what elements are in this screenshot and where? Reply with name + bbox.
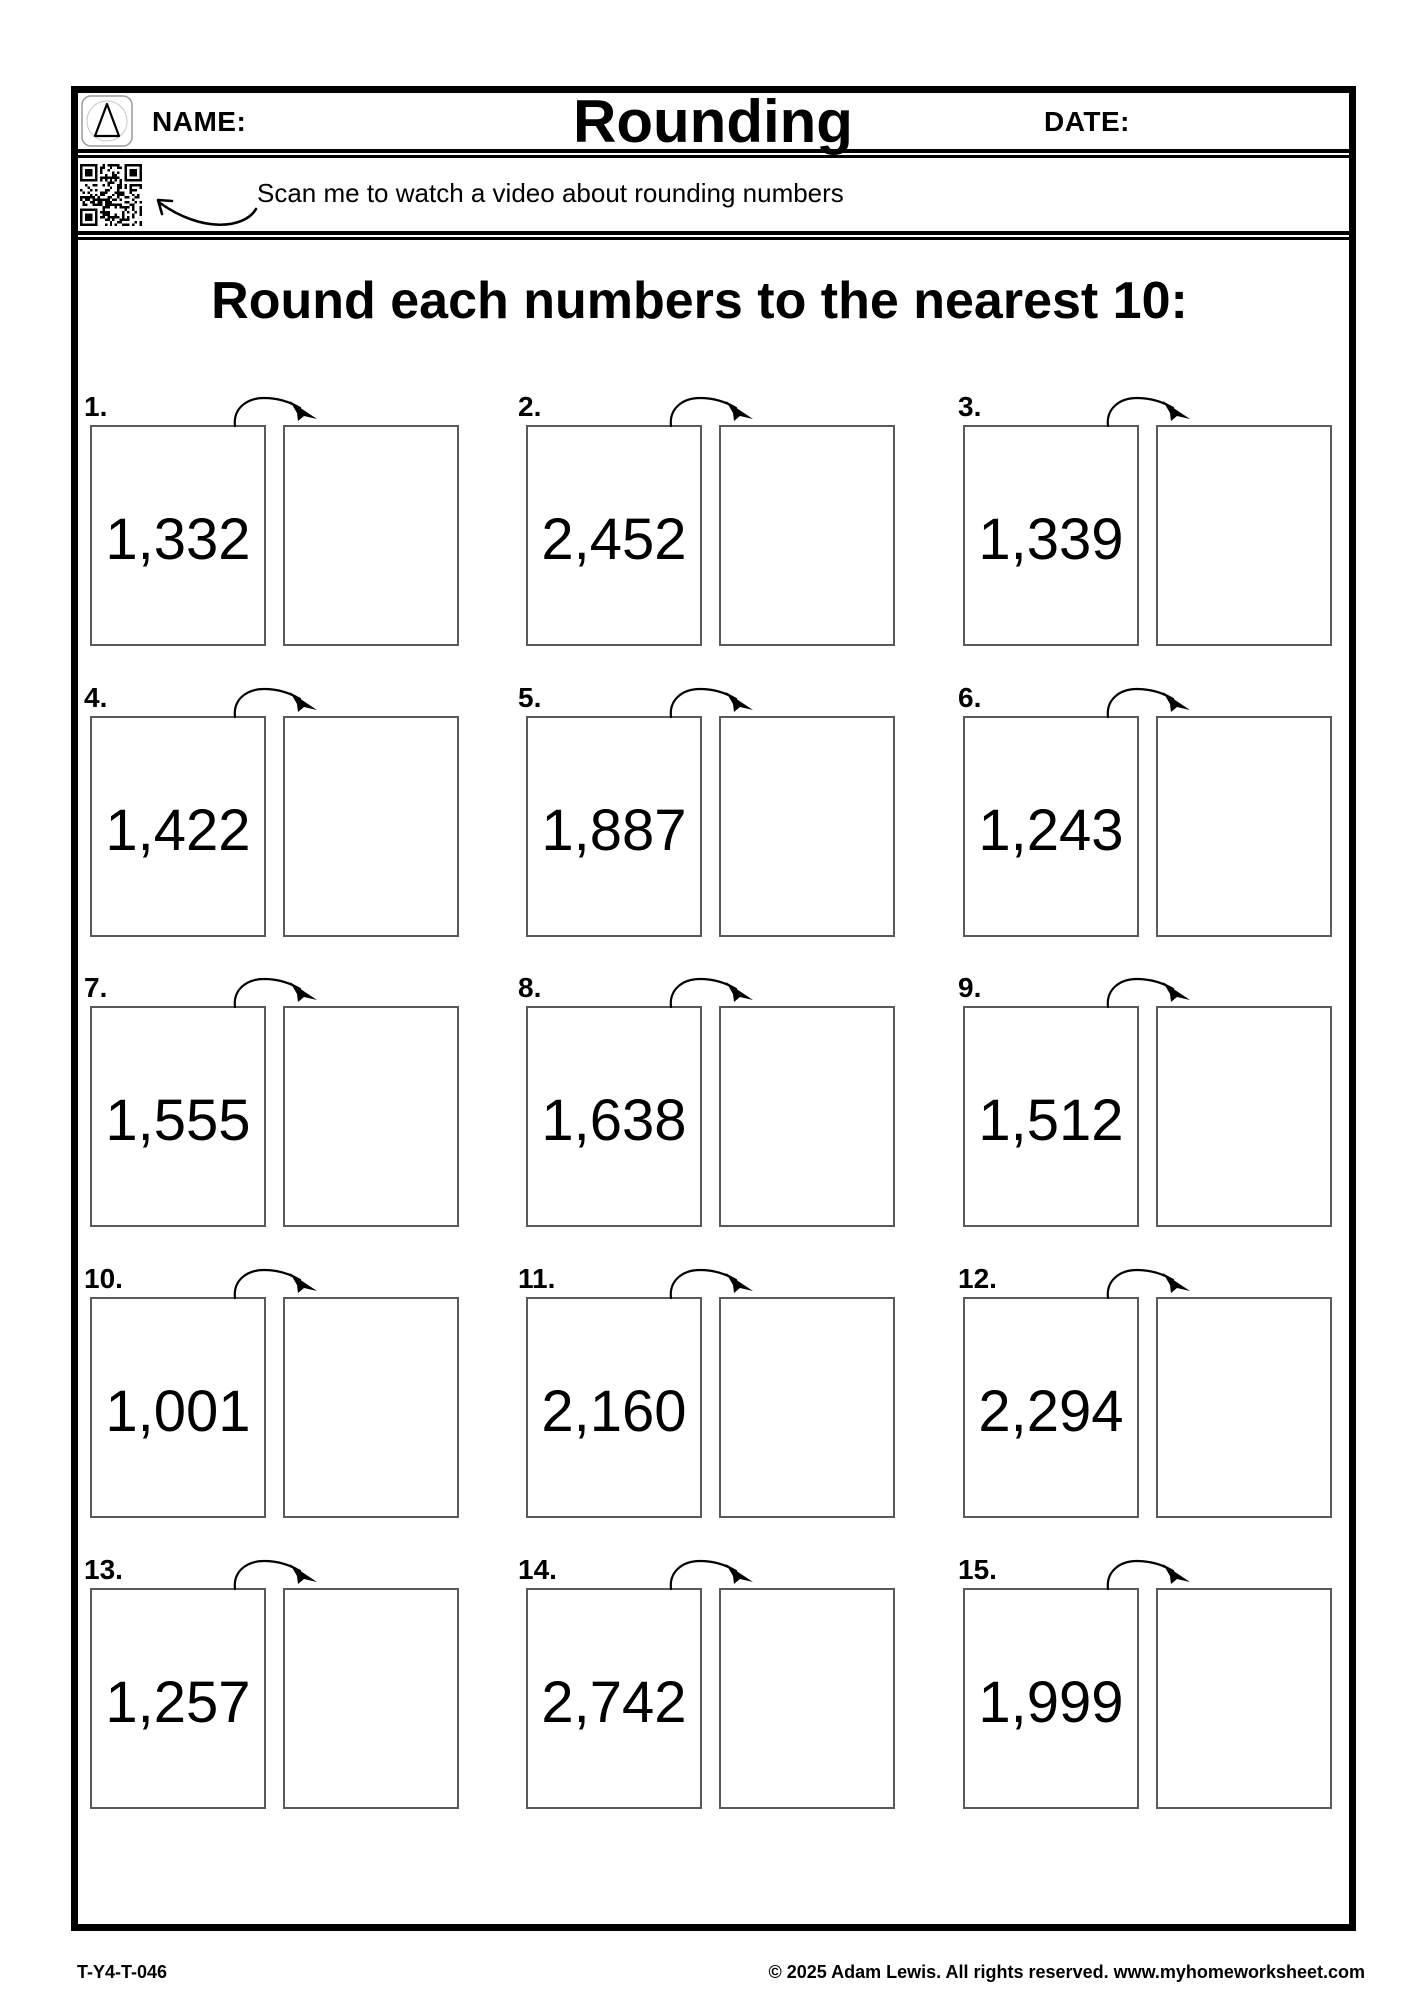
number-to-round: 2,160: [541, 1379, 687, 1444]
name-field[interactable]: [262, 100, 552, 144]
question-number: 4.: [84, 682, 108, 713]
curved-arrow-icon: [220, 387, 320, 429]
number-box: [90, 425, 266, 646]
number-to-round: 1,339: [978, 507, 1124, 572]
name-label: NAME:: [152, 106, 247, 137]
number-to-round: 2,742: [541, 1670, 687, 1735]
curved-arrow-icon: [1093, 678, 1193, 720]
question-number: 9.: [958, 972, 982, 1003]
number-box: [526, 1297, 702, 1518]
number-to-round: 1,332: [105, 507, 251, 572]
question-item: [84, 1264, 459, 1518]
arrow-head: [290, 1273, 317, 1293]
question-number: 3.: [958, 391, 982, 422]
answer-box[interactable]: [719, 1006, 895, 1227]
question-item: [958, 392, 1332, 646]
number-to-round: 1,257: [105, 1670, 251, 1735]
copyright-notice: © 2025 Adam Lewis. All rights reserved. www.myhomeworksheet.com: [768, 1962, 1365, 1982]
question-number: 8.: [518, 972, 542, 1003]
page-title: Rounding: [573, 88, 853, 155]
curved-arrow-icon: [1093, 1259, 1193, 1301]
date-field[interactable]: [1140, 100, 1330, 144]
answer-box[interactable]: [283, 716, 459, 937]
question-item: [518, 392, 895, 646]
question-item: [518, 973, 895, 1227]
arrow-curve: [671, 398, 736, 426]
arrow-head: [726, 1564, 753, 1584]
arrow-curve: [1108, 1270, 1173, 1298]
arrow-head: [1163, 982, 1190, 1002]
answer-box[interactable]: [719, 425, 895, 646]
arrow-head: [1163, 401, 1190, 421]
arrow-head: [726, 1273, 753, 1293]
arrow-curve: [671, 1270, 736, 1298]
answer-box[interactable]: [283, 425, 459, 646]
question-item: [518, 1264, 895, 1518]
curved-arrow-icon: [656, 1259, 756, 1301]
number-box: [963, 425, 1139, 646]
curved-arrow-icon: [220, 968, 320, 1010]
question-item: [958, 1264, 1332, 1518]
question-number: 7.: [84, 972, 108, 1003]
question-item: [518, 683, 895, 937]
number-to-round: 1,999: [978, 1670, 1124, 1735]
curved-arrow-icon: [656, 968, 756, 1010]
number-to-round: 1,001: [105, 1379, 251, 1444]
number-box: [963, 1297, 1139, 1518]
question-item: [84, 392, 459, 646]
arrow-curve: [235, 1270, 300, 1298]
arrow-curve: [671, 689, 736, 717]
question-number: 13.: [84, 1554, 123, 1585]
answer-box[interactable]: [719, 1588, 895, 1809]
arrow-curve: [671, 979, 736, 1007]
answer-box[interactable]: [719, 1297, 895, 1518]
arrow-curve: [1108, 398, 1173, 426]
arrow-head: [1163, 1273, 1190, 1293]
number-box: [90, 716, 266, 937]
question-number: 14.: [518, 1554, 557, 1585]
curved-arrow-icon: [220, 1259, 320, 1301]
number-box: [90, 1006, 266, 1227]
answer-box[interactable]: [283, 1588, 459, 1809]
arrow-head: [290, 982, 317, 1002]
curved-arrow-icon: [140, 185, 270, 235]
number-box: [963, 716, 1139, 937]
curved-arrow-icon: [656, 678, 756, 720]
number-to-round: 1,422: [105, 798, 251, 863]
arrow-curve: [1108, 689, 1173, 717]
curved-arrow-icon: [220, 1550, 320, 1592]
question-item: [958, 683, 1332, 937]
arrow-head: [290, 692, 317, 712]
arrow-head: [726, 692, 753, 712]
question-item: [84, 973, 459, 1227]
arrow-head: [290, 401, 317, 421]
arrow-curve: [1108, 979, 1173, 1007]
answer-box[interactable]: [1156, 1297, 1332, 1518]
question-number: 15.: [958, 1554, 997, 1585]
curved-arrow-icon: [1093, 1550, 1193, 1592]
curved-arrow-icon: [1093, 968, 1193, 1010]
number-to-round: 1,243: [978, 798, 1124, 863]
question-number: 1.: [84, 391, 108, 422]
answer-box[interactable]: [1156, 1588, 1332, 1809]
number-box: [526, 425, 702, 646]
arrow-head: [1163, 692, 1190, 712]
number-box: [526, 716, 702, 937]
number-box: [526, 1588, 702, 1809]
curved-arrow-icon: [1093, 387, 1193, 429]
date-label: DATE:: [1044, 106, 1130, 137]
question-item: [958, 973, 1332, 1227]
arrow-curve: [671, 1561, 736, 1589]
curved-arrow-icon: [220, 678, 320, 720]
number-to-round: 1,887: [541, 798, 687, 863]
arrow-curve: [235, 689, 300, 717]
number-to-round: 1,638: [541, 1088, 687, 1153]
question-number: 12.: [958, 1263, 997, 1294]
answer-box[interactable]: [1156, 425, 1332, 646]
number-to-round: 2,294: [978, 1379, 1124, 1444]
qr-code-icon: [80, 164, 142, 226]
question-item: [518, 1555, 895, 1809]
arrow-head: [1163, 1564, 1190, 1584]
arrow-curve: [235, 1561, 300, 1589]
number-box: [526, 1006, 702, 1227]
question-number: 5.: [518, 682, 542, 713]
arrow-head: [290, 1564, 317, 1584]
number-to-round: 1,555: [105, 1088, 251, 1153]
curved-arrow-icon: [656, 387, 756, 429]
answer-box[interactable]: [1156, 716, 1332, 937]
answer-box[interactable]: [719, 716, 895, 937]
answer-box[interactable]: [283, 1006, 459, 1227]
curved-arrow-icon: [656, 1550, 756, 1592]
scan-instruction-text: Scan me to watch a video about rounding numbers: [257, 178, 844, 208]
number-to-round: 1,512: [978, 1088, 1124, 1153]
arrow-curve: [1108, 1561, 1173, 1589]
question-item: [84, 683, 459, 937]
number-box: [963, 1006, 1139, 1227]
arrow-curve: [160, 203, 256, 225]
arrow-curve: [235, 979, 300, 1007]
question-number: 6.: [958, 682, 982, 713]
arrow-curve: [235, 398, 300, 426]
question-number: 2.: [518, 391, 542, 422]
answer-box[interactable]: [283, 1297, 459, 1518]
number-box: [90, 1297, 266, 1518]
triangle-logo-icon: [81, 95, 133, 147]
instruction-heading: Round each numbers to the nearest 10:: [211, 272, 1188, 330]
number-box: [963, 1588, 1139, 1809]
answer-box[interactable]: [1156, 1006, 1332, 1227]
logo-triangle: [95, 104, 119, 136]
arrow-head: [726, 982, 753, 1002]
number-box: [90, 1588, 266, 1809]
question-item: [84, 1555, 459, 1809]
question-item: [958, 1555, 1332, 1809]
question-number: 11.: [518, 1263, 556, 1294]
worksheet-code: T-Y4-T-046: [77, 1962, 168, 1982]
question-number: 10.: [84, 1263, 123, 1294]
arrow-head: [726, 401, 753, 421]
number-to-round: 2,452: [541, 507, 687, 572]
